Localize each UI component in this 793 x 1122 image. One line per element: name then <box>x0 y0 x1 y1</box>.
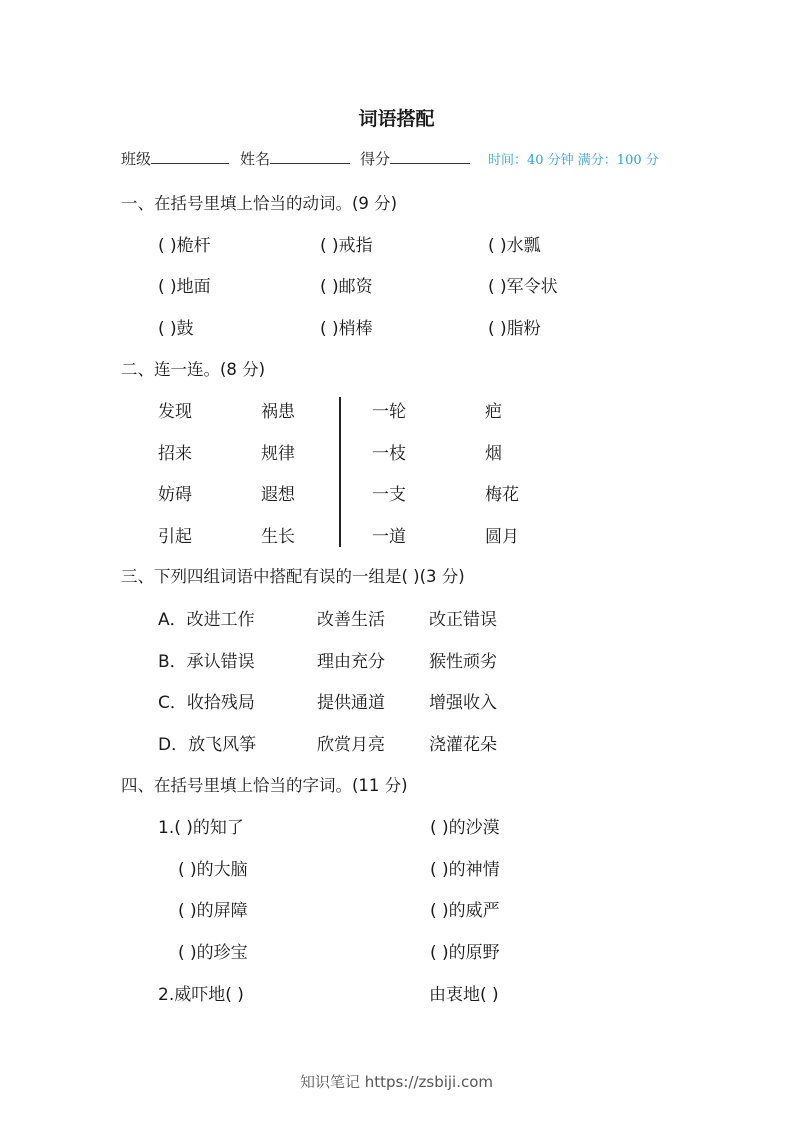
s4-item: 1.( )的知了 <box>158 818 244 838</box>
s4-item: ( )的原野 <box>430 943 500 963</box>
s4-item: ( )的大脑 <box>178 860 248 880</box>
s3-word: 浇灌花朵 <box>429 735 497 755</box>
s3-option-a[interactable]: A．改进工作 <box>158 610 255 630</box>
s4-item: ( )的沙漠 <box>430 818 500 838</box>
s2-word[interactable]: 一支 <box>372 485 406 505</box>
s3-word: 改正错误 <box>429 610 497 630</box>
name-label: 姓名 <box>240 150 271 168</box>
class-blank[interactable] <box>151 149 229 164</box>
s2-word[interactable]: 一轮 <box>372 402 406 422</box>
s1-item: ( )邮资 <box>320 277 373 297</box>
s1-item: ( )军令状 <box>488 277 558 297</box>
s3-word: 提供通道 <box>317 693 385 713</box>
s4-item: ( )的神情 <box>430 860 500 880</box>
s1-item: ( )地面 <box>158 277 211 297</box>
s1-item: ( )梢棒 <box>320 319 373 339</box>
s2-word[interactable]: 疤 <box>485 402 502 422</box>
s1-item: ( )脂粉 <box>488 319 541 339</box>
name-field <box>240 148 350 169</box>
s2-word[interactable]: 烟 <box>485 444 502 464</box>
time-score-meta: 时间：40 分钟 满分：100 分 <box>488 153 659 168</box>
s2-word[interactable]: 发现 <box>158 402 192 422</box>
s2-word[interactable]: 招来 <box>158 444 192 464</box>
s1-item: ( )桅杆 <box>158 236 211 256</box>
s2-word[interactable]: 遐想 <box>261 485 295 505</box>
section2-heading: 二、连一连。(8 分) <box>121 360 266 379</box>
s2-word[interactable]: 一道 <box>372 527 406 547</box>
s3-word: 改善生活 <box>317 610 385 630</box>
column-divider <box>339 397 341 547</box>
footer-watermark: 知识笔记 https://zsbiji.com <box>299 1073 494 1091</box>
s2-word[interactable]: 妨碍 <box>158 485 192 505</box>
s3-word: 猴性顽劣 <box>429 652 497 672</box>
s2-word[interactable]: 梅花 <box>485 485 519 505</box>
name-blank[interactable] <box>270 149 350 164</box>
s3-option-d[interactable]: D．放飞风筝 <box>158 735 257 755</box>
score-blank[interactable] <box>390 149 470 164</box>
s4-item2: 由衷地( ) <box>429 985 499 1005</box>
score-field <box>360 148 470 169</box>
s2-word[interactable]: 生长 <box>261 527 295 547</box>
s2-word[interactable]: 规律 <box>261 444 295 464</box>
score-label: 得分 <box>360 150 391 168</box>
s3-word: 增强收入 <box>429 693 497 713</box>
s1-item: ( )鼓 <box>158 319 194 339</box>
s2-word[interactable]: 一枝 <box>372 444 406 464</box>
s2-word[interactable]: 引起 <box>158 527 192 547</box>
s3-word: 欣赏月亮 <box>317 735 385 755</box>
s1-item: ( )水瓢 <box>488 236 541 256</box>
s4-item: ( )的屏障 <box>178 901 248 921</box>
s3-word: 理由充分 <box>317 652 385 672</box>
s4-item: ( )的威严 <box>430 901 500 921</box>
class-field <box>121 148 229 169</box>
s4-item2: 2.威吓地( ) <box>158 985 244 1005</box>
s1-item: ( )戒指 <box>320 236 373 256</box>
page-title: 词语搭配 <box>358 108 435 130</box>
s3-option-b[interactable]: B．承认错误 <box>158 652 255 672</box>
section1-heading: 一、在括号里填上恰当的动词。(9 分) <box>121 194 398 213</box>
class-label: 班级 <box>121 150 152 168</box>
s4-item: ( )的珍宝 <box>178 943 248 963</box>
section4-heading: 四、在括号里填上恰当的字词。(11 分) <box>121 776 408 795</box>
section3-heading: 三、下列四组词语中搭配有误的一组是( )(3 分) <box>121 567 465 586</box>
s2-word[interactable]: 圆月 <box>485 527 519 547</box>
s2-word[interactable]: 祸患 <box>261 402 295 422</box>
s3-option-c[interactable]: C．收拾残局 <box>158 693 255 713</box>
